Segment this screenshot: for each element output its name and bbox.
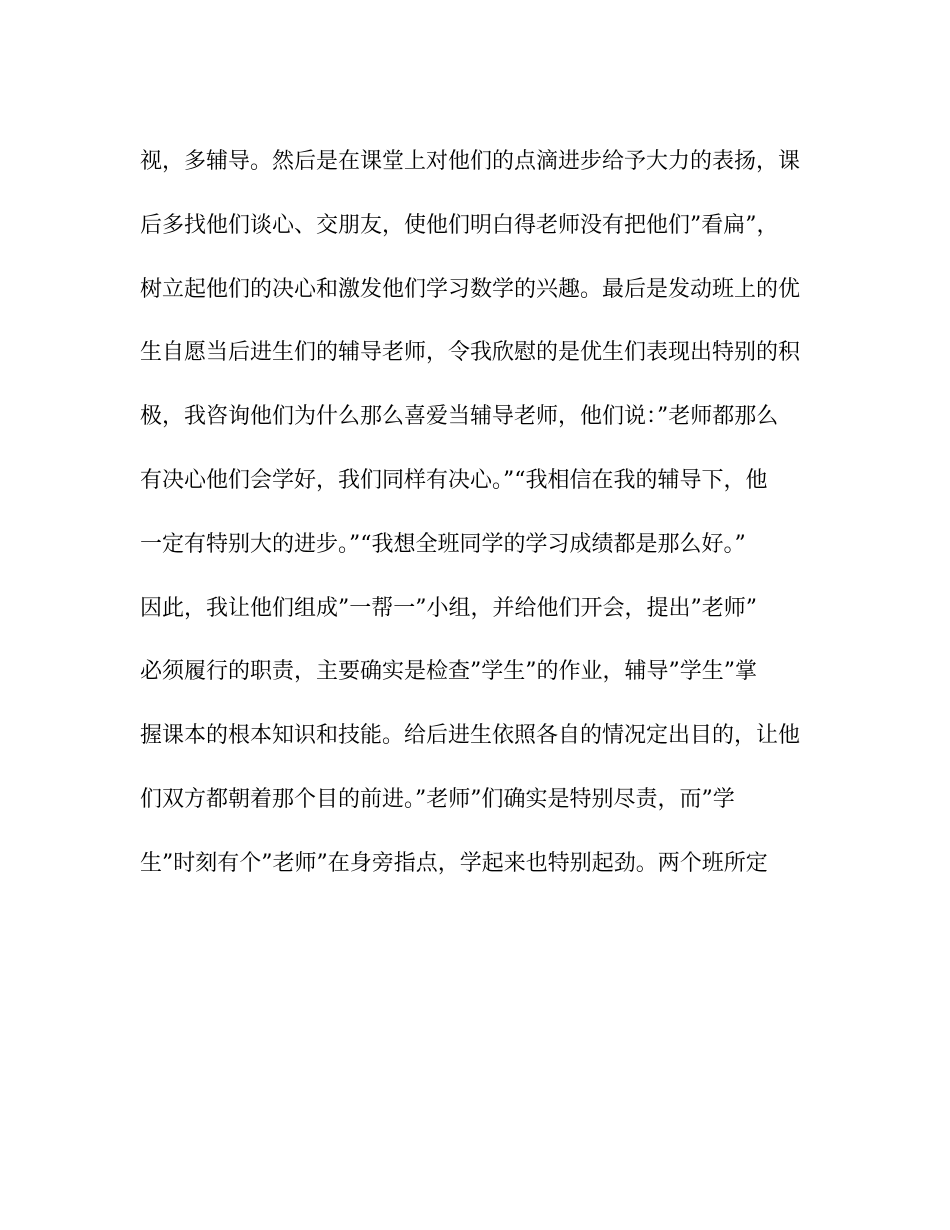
text-line: 视，多辅导。然后是在课堂上对他们的点滴进步给予大力的表扬，课: [140, 149, 801, 174]
text-line: 生自愿当后进生们的辅导老师，令我欣慰的是优生们表现出特别的积: [140, 340, 801, 366]
text-line: 因此，我让他们组成”一帮一”小组，并给他们开会，提出”老师”: [140, 595, 757, 621]
text-line: 必须履行的职责，主要确实是检查”学生”的作业，辅导”学生”掌: [140, 659, 757, 685]
text-line: 生”时刻有个”老师”在身旁指点，学起来也特别起劲。两个班所定: [140, 850, 768, 876]
text-line: 后多找他们谈心、交朋友，使他们明白得老师没有把他们”看扁”，: [140, 212, 779, 238]
text-line: 有决心他们会学好，我们同样有决心。”“我相信在我的辅导下，他: [140, 467, 768, 493]
text-line: 们双方都朝着那个目的前进。”老师”们确实是特别尽责，而”学: [140, 786, 735, 812]
body-text: [140, 136, 800, 902]
text-line: 握课本的根本知识和技能。给后进生依照各自的情况定出目的，让他: [140, 723, 801, 749]
text-line: 一定有特别大的进步。”“我想全班同学的学习成绩都是那么好。”: [140, 531, 746, 557]
text-line: 极，我咨询他们为什么那么喜爱当辅导老师，他们说：”老师都那么: [140, 404, 779, 430]
text-line: 树立起他们的决心和激发他们学习数学的兴趣。最后是发动班上的优: [140, 276, 801, 302]
